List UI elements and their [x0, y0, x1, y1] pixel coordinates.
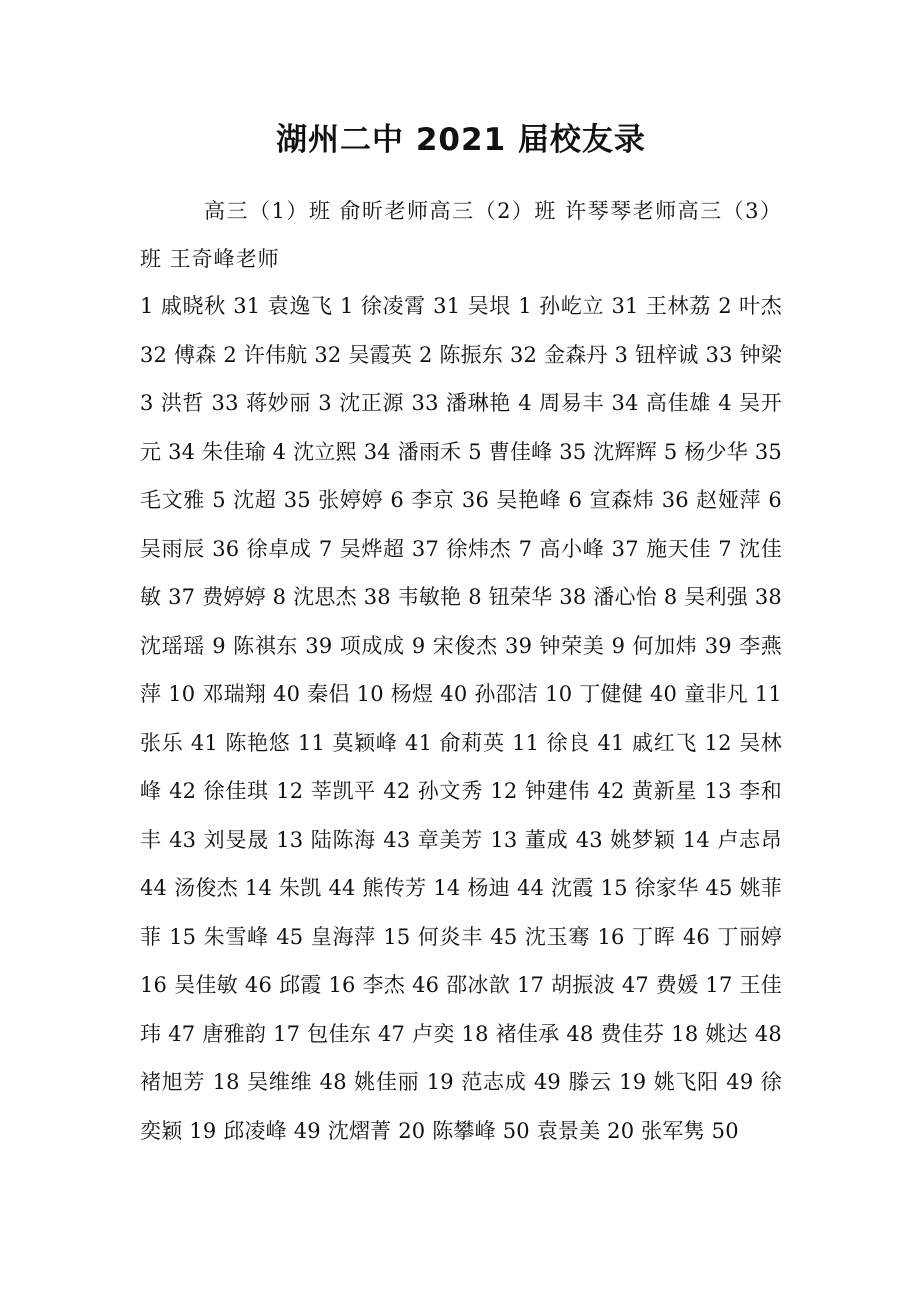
page-title: 湖州二中 2021 届校友录 — [276, 122, 646, 158]
class-teacher-line: 高三（1）班 俞昕老师高三（2）班 许琴琴老师高三（3）班 王奇峰老师 — [140, 199, 782, 271]
student-roster: 1 戚晓秋 31 袁逸飞 1 徐凌霄 31 吴垠 1 孙屹立 31 王林荔 2 叶杰 32 傅森 2 许伟航 32 吴霞英 2 陈振东 32 金森丹 3 钮梓诚 33 钟梁 3 洪哲 33 蒋妙丽 3 沈正源 33 潘琳艳 4 周易丰 34 高佳雄 4 吴开元 34 朱佳瑜 4 沈立熙 34 潘雨禾 5 曹佳峰 35 沈辉辉 5 杨少华 35 毛文雅 5 沈超 35 张婷婷 6 李京 36 吴艳峰 6 宣森炜 36 赵娅萍 6 吴雨辰 36 徐卓成 7 吴烨超 37 徐炜杰 7 高小峰 37 施天佳 7 沈佳敏 37 费婷婷 8 沈思杰 38 韦敏艳 8 钮荣华 38 潘心怡 8 吴利强 38 沈瑶瑶 9 陈祺东 39 项成成 9 宋俊杰 39 钟荣美 9 何加炜 39 李燕萍 10 邓瑞翔 40 秦侣 10 杨煜 40 孙邵洁 10 丁健健 40 童非凡 11 张乐 41 陈艳悠 11 莫颖峰 41 俞莉英 11 徐良 41 戚红飞 12 吴林峰 42 徐佳琪 12 莘凯平 42 孙文秀 12 钟建伟 42 黄新星 13 李和丰 43 刘旻晟 13 陆陈海 43 章美芳 13 董成 43 姚梦颖 14 卢志昂 44 汤俊杰 14 朱凯 44 熊传芳 14 杨迪 44 沈霞 15 徐家华 45 姚菲菲 15 朱雪峰 45 皇海萍 15 何炎丰 45 沈玉骞 16 丁晖 46 丁丽婷 16 吴佳敏 46 邱霞 16 李杰 46 邵冰歆 17 胡振波 47 费媛 17 王佳玮 47 唐雅韵 17 包佳东 47 卢奕 18 褚佳承 48 费佳芬 18 姚达 48 褚旭芳 18 吴维维 48 姚佳丽 19 范志成 49 滕云 19 姚飞阳 49 徐奕颖 19 邱凌峰 49 沈熠菁 20 陈攀峰 50 袁景美 20 张军隽 50 — [140, 294, 782, 1143]
